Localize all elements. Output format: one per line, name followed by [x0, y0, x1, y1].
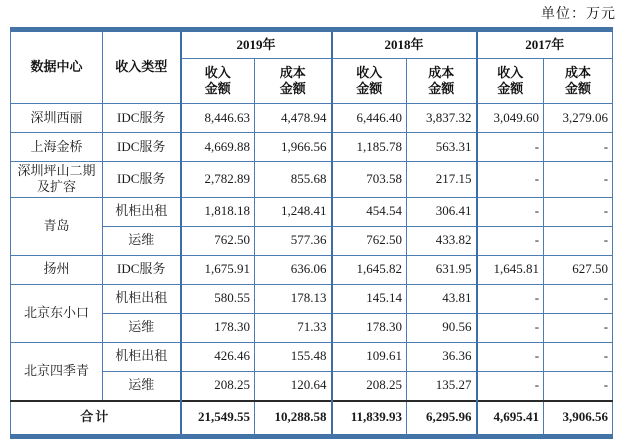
income-type-cell: IDC服务 — [103, 255, 181, 284]
total-row — [11, 401, 613, 437]
value-cell: 580.55 — [181, 284, 255, 313]
total-value-cell: 10,288.58 — [255, 401, 332, 437]
value-cell: 43.81 — [407, 284, 477, 313]
value-cell: 454.54 — [332, 197, 407, 226]
unit-label: 单位：万元 — [541, 7, 616, 22]
value-cell: 1,645.82 — [332, 255, 407, 284]
value-cell: 6,446.40 — [332, 104, 407, 133]
value-cell: 4,478.94 — [255, 104, 332, 133]
total-value-cell: 4,695.41 — [477, 401, 544, 437]
value-cell: 703.58 — [332, 162, 407, 198]
data-center-cell: 扬州 — [11, 255, 103, 284]
value-cell: 135.27 — [407, 371, 477, 401]
value-cell: 1,185.78 — [332, 133, 407, 162]
value-cell: - — [477, 162, 544, 198]
value-cell: 145.14 — [332, 284, 407, 313]
header-income-type: 收入类型 — [103, 30, 181, 104]
value-cell: 855.68 — [255, 162, 332, 198]
data-center-cell: 青岛 — [11, 197, 103, 255]
header-year-2019: 2019年 — [181, 30, 332, 59]
value-cell: 631.95 — [407, 255, 477, 284]
data-center-cell: 北京东小口 — [11, 284, 103, 342]
total-value-cell: 6,295.96 — [407, 401, 477, 437]
total-value-cell: 3,906.56 — [544, 401, 613, 437]
value-cell: 4,669.88 — [181, 133, 255, 162]
table-row — [11, 342, 613, 371]
income-type-cell: IDC服务 — [103, 133, 181, 162]
value-cell: - — [544, 371, 613, 401]
value-cell: 577.36 — [255, 226, 332, 255]
value-cell: 8,446.63 — [181, 104, 255, 133]
value-cell: 1,645.81 — [477, 255, 544, 284]
income-type-cell: 机柜出租 — [103, 197, 181, 226]
value-cell: - — [544, 162, 613, 198]
value-cell: 3,837.32 — [407, 104, 477, 133]
income-type-cell: 机柜出租 — [103, 284, 181, 313]
data-center-cell: 深圳坪山二期及扩容 — [11, 162, 103, 198]
value-cell: 178.30 — [332, 313, 407, 342]
value-cell: - — [544, 133, 613, 162]
income-type-cell: 运维 — [103, 371, 181, 401]
value-cell: - — [477, 284, 544, 313]
total-label: 合计 — [11, 401, 181, 437]
subheader-cost-2017: 成本金额 — [544, 59, 613, 104]
income-type-cell: IDC服务 — [103, 104, 181, 133]
header-year-2018: 2018年 — [332, 30, 477, 59]
value-cell: - — [477, 133, 544, 162]
value-cell: 762.50 — [332, 226, 407, 255]
data-center-cell: 深圳西丽 — [11, 104, 103, 133]
income-type-cell: IDC服务 — [103, 162, 181, 198]
value-cell: - — [544, 197, 613, 226]
value-cell: 178.30 — [181, 313, 255, 342]
total-value-cell: 21,549.55 — [181, 401, 255, 437]
value-cell: - — [477, 342, 544, 371]
value-cell: 563.31 — [407, 133, 477, 162]
subheader-income-2018: 收入金额 — [332, 59, 407, 104]
value-cell: 1,966.56 — [255, 133, 332, 162]
table-row — [11, 162, 613, 198]
value-cell: 208.25 — [181, 371, 255, 401]
data-center-cell: 上海金桥 — [11, 133, 103, 162]
value-cell: 90.56 — [407, 313, 477, 342]
value-cell: - — [544, 284, 613, 313]
revenue-cost-table — [10, 27, 613, 439]
value-cell: 1,248.41 — [255, 197, 332, 226]
value-cell: 36.36 — [407, 342, 477, 371]
header-year-2017: 2017年 — [477, 30, 613, 59]
value-cell: - — [477, 313, 544, 342]
value-cell: 3,049.60 — [477, 104, 544, 133]
value-cell: - — [477, 226, 544, 255]
income-type-cell: 运维 — [103, 313, 181, 342]
value-cell: 71.33 — [255, 313, 332, 342]
income-type-cell: 机柜出租 — [103, 342, 181, 371]
value-cell: 2,782.89 — [181, 162, 255, 198]
value-cell: 178.13 — [255, 284, 332, 313]
header-data-center: 数据中心 — [11, 30, 103, 104]
subheader-cost-2019: 成本金额 — [255, 59, 332, 104]
table-body — [11, 104, 613, 437]
value-cell: 762.50 — [181, 226, 255, 255]
value-cell: - — [477, 197, 544, 226]
value-cell: 433.82 — [407, 226, 477, 255]
value-cell: 109.61 — [332, 342, 407, 371]
table-row — [11, 104, 613, 133]
subheader-cost-2018: 成本金额 — [407, 59, 477, 104]
value-cell: 155.48 — [255, 342, 332, 371]
value-cell: 636.06 — [255, 255, 332, 284]
table-row — [11, 284, 613, 313]
value-cell: - — [544, 313, 613, 342]
value-cell: 1,818.18 — [181, 197, 255, 226]
value-cell: - — [477, 371, 544, 401]
total-value-cell: 11,839.93 — [332, 401, 407, 437]
value-cell: 426.46 — [181, 342, 255, 371]
value-cell: 306.41 — [407, 197, 477, 226]
table-row — [11, 133, 613, 162]
value-cell: 3,279.06 — [544, 104, 613, 133]
table-row — [11, 255, 613, 284]
value-cell: 627.50 — [544, 255, 613, 284]
subheader-income-2019: 收入金额 — [181, 59, 255, 104]
subheader-income-2017: 收入金额 — [477, 59, 544, 104]
data-center-cell: 北京四季青 — [11, 342, 103, 401]
table-row — [11, 197, 613, 226]
value-cell: - — [544, 226, 613, 255]
value-cell: 120.64 — [255, 371, 332, 401]
value-cell: - — [544, 342, 613, 371]
value-cell: 217.15 — [407, 162, 477, 198]
income-type-cell: 运维 — [103, 226, 181, 255]
value-cell: 208.25 — [332, 371, 407, 401]
value-cell: 1,675.91 — [181, 255, 255, 284]
